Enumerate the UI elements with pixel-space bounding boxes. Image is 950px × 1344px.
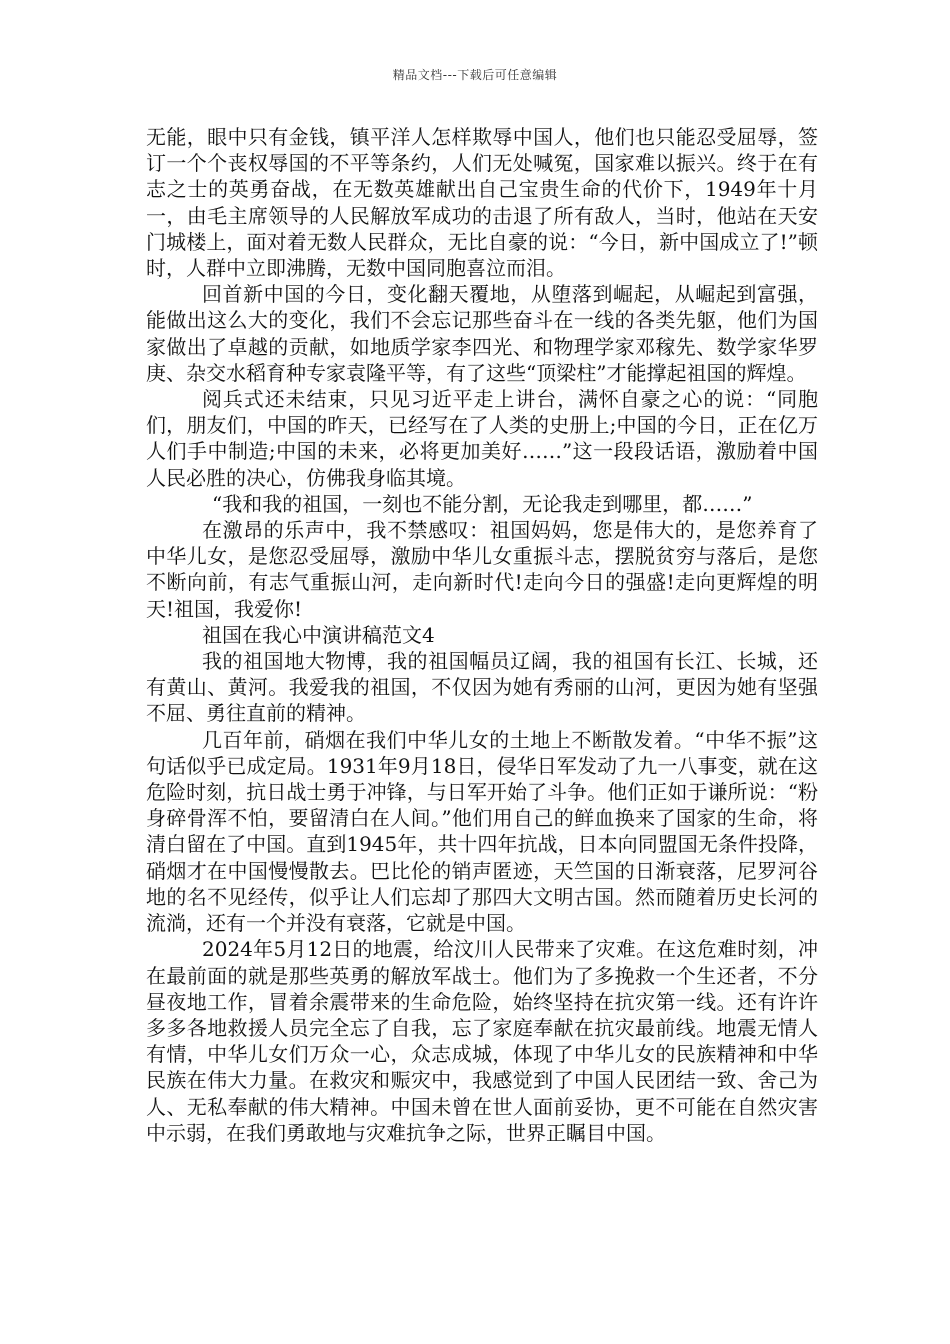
paragraph: 在激昂的乐声中，我不禁感叹：祖国妈妈，您是伟大的，是您养育了中华儿女，是您忍受屈辱，激励中华儿女重振斗志，摆脱贫穷与落后，是您不断向前，有志气重振山河，走向新时代!走向今日的强盛!走向更辉煌的明天!祖国，我爱你! [146,518,818,621]
paragraph: 2024年5月12日的地震，给汶川人民带来了灾难。在这危难时刻，冲在最前面的就是那些英勇的解放军战士。他们为了多挽救一个生还者，不分昼夜地工作，冒着余震带来的生命危险，始终坚持在抗灾第一线。还有许许多多各地救援人员完全忘了自我，忘了家庭奉献在抗灾最前线。地震无情人有情，中华儿女们万众一心，众志成城，体现了中华儿女的民族精神和中华民族在伟大力量。在救灾和赈灾中，我感觉到了中国人民团结一致、舍己为人、无私奉献的伟大精神。中国未曾在世人面前妥协，更不可能在自然灾害中示弱，在我们勇敢地与灾难抗争之际，世界正瞩目中国。 [146,937,818,1145]
document-body [146,124,818,1146]
paragraph: 回首新中国的今日，变化翻天覆地，从堕落到崛起，从崛起到富强，能做出这么大的变化，我们不会忘记那些奋斗在一线的各类先躯，他们为国家做出了卓越的贡献，如地质学家李四光、和物理学家邓稼先、数学家华罗庚、杂交水稻育种专家袁隆平等，有了这些“顶梁柱”才能撑起祖国的辉煌。 [146,282,818,385]
page-header: 精品文档---下载后可任意编辑 [392,68,558,82]
paragraph: 无能，眼中只有金钱，镇平洋人怎样欺辱中国人，他们也只能忍受屈辱，签订一个个丧权辱国的不平等条约，人们无处喊冤，国家难以振兴。终于在有志之士的英勇奋战，在无数英雄献出自己宝贵生命的代价下，1949年十月一，由毛主席领导的人民解放军成功的击退了所有敌人，当时，他站在天安门城楼上，面对着无数人民群众，无比自豪的说：“今日，新中国成立了!”顿时，人群中立即沸腾，无数中国同胞喜泣而泪。 [146,125,818,281]
paragraph: 几百年前，硝烟在我们中华儿女的土地上不断散发着。“中华不振”这句话似乎已成定局。1931年9月18日，侵华日军发动了九一八事变，就在这危险时刻，抗日战士勇于冲锋，与日军开始了斗争。他们正如于谦所说：“粉身碎骨浑不怕，要留清白在人间。”他们用自己的鲜血换来了国家的生命，将清白留在了中国。直到1945年，共十四年抗战，日本向同盟国无条件投降，硝烟才在中国慢慢散去。巴比伦的销声匿迹，天竺国的日渐衰落，尼罗河谷地的名不见经传，似乎让人们忘却了那四大文明古国。然而随着历史长河的流淌，还有一个并没有衰落，它就是中国。 [146,727,818,936]
quote-paragraph: “我和我的祖国，一刻也不能分割，无论我走到哪里，都……” [212,491,753,516]
paragraph: 阅兵式还未结束，只见习近平走上讲台，满怀自豪之心的说：“同胞们，朋友们，中国的昨天，已经写在了人类的史册上;中国的今日，正在亿万人们手中制造;中国的未来，必将更加美好……”这一段段话语，激励着中国人民必胜的决心，仿佛我身临其境。 [146,387,818,490]
section-title: 祖国在我心中演讲稿范文4 [202,622,435,647]
paragraph: 我的祖国地大物博，我的祖国幅员辽阔，我的祖国有长江、长城，还有黄山、黄河。我爱我的祖国，不仅因为她有秀丽的山河，更因为她有坚强不屈、勇往直前的精神。 [146,649,818,726]
